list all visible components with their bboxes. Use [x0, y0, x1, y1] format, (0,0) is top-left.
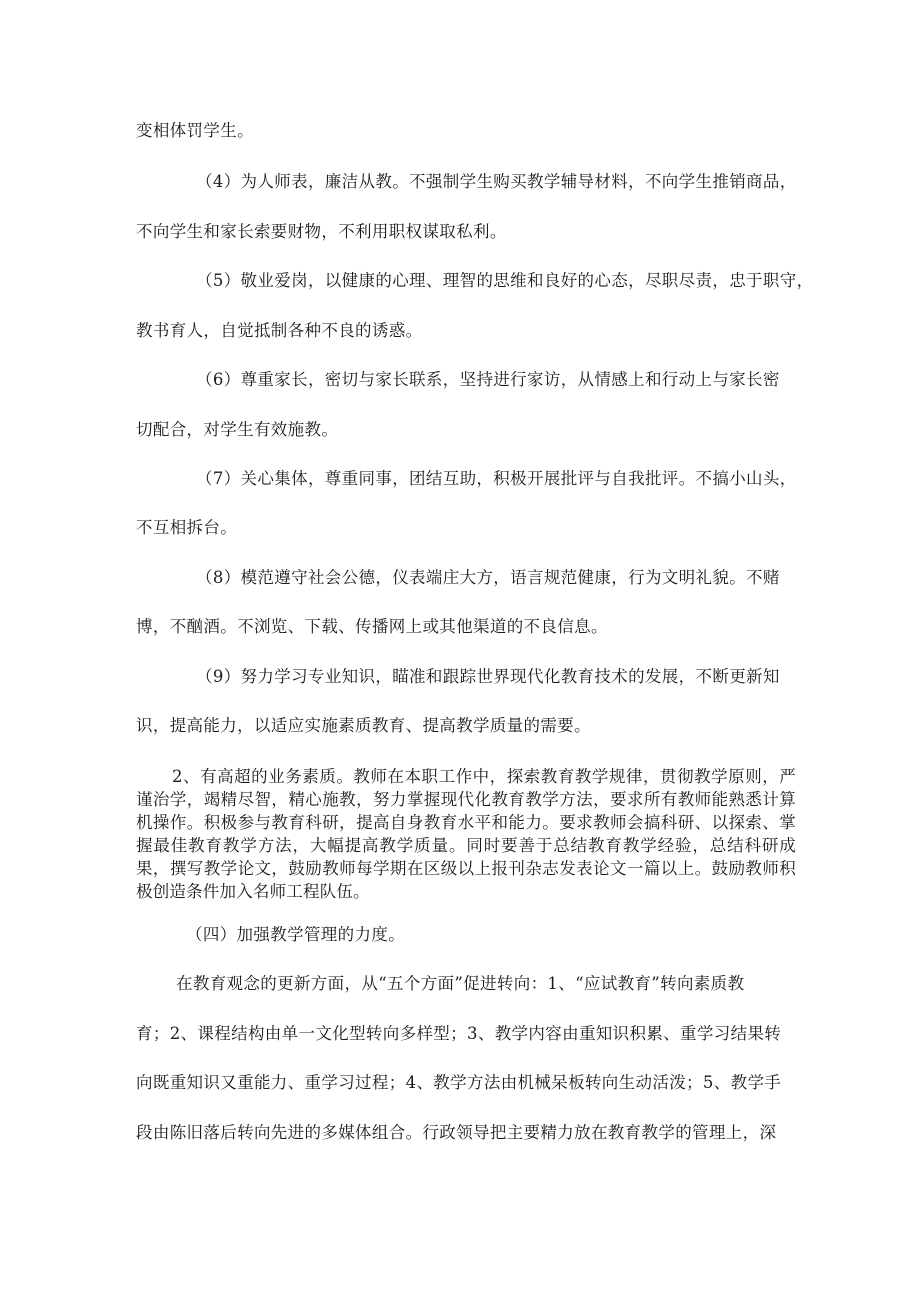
clause-6-line-2: 切配合，对学生有效施教。 [136, 420, 339, 439]
section-heading: （四）加强教学管理的力度。 [186, 925, 406, 944]
clause-6-line-1: （6）尊重家长，密切与家长联系，坚持进行家访，从情感上和行动上与家长密 [196, 370, 780, 389]
paragraph-line: 变相体罚学生。 [136, 121, 254, 140]
closing-line-1: 在教育观念的更新方面，从“五个方面”促进转向：1、“应试教育”转向素质教 [176, 974, 745, 993]
closing-line-3: 向既重知识又重能力、重学习过程；4、教学方法由机械呆板转向生动活泼；5、教学手 [136, 1073, 782, 1092]
clause-9-line-2: 识，提高能力，以适应实施素质教育、提高教学质量的需要。 [136, 716, 591, 735]
closing-line-4: 段由陈旧落后转向先进的多媒体组合。行政领导把主要精力放在教育教学的管理上，深 [136, 1123, 777, 1142]
clause-5-line-2: 教书育人，自觉抵制各种不良的诱惑。 [136, 321, 423, 340]
clause-4-line-2: 不向学生和家长索要财物，不利用职权谋取私利。 [136, 222, 507, 241]
clause-9-line-1: （9）努力学习专业知识，瞄准和跟踪世界现代化教育技术的发展，不断更新知 [196, 667, 780, 686]
closing-line-2: 育；2、课程结构由单一文化型转向多样型；3、教学内容由重知识积累、重学习结果转 [136, 1024, 782, 1043]
clause-8-line-2: 博，不酗酒。不浏览、下载、传播网上或其他渠道的不良信息。 [136, 617, 608, 636]
clause-7-line-2: 不互相拆台。 [136, 518, 238, 537]
clause-5-line-1: （5）敬业爱岗，以健康的心理、理智的思维和良好的心态，尽职尽责，忠于职守， [196, 271, 814, 290]
business-quality-paragraph: 2、有高超的业务素质。教师在本职工作中，探索教育教学规律，贯彻教学原则，严谨治学，竭精尽智，精心施教，努力掌握现代化教育教学方法，要求所有教师能熟悉计算机操作。积极参与教育科研，提高自身教育水平和能力。要求教师会搞科研、以探索、掌握最佳教育教学方法，大幅提高教学质量。同时要善于总结教育教学经验，总结科研成果，撰写教学论文，鼓励教师每学期在区级以上报刊杂志发表论文一篇以上。鼓励教师积极创造条件加入名师工程队伍。 [136, 767, 796, 901]
clause-7-line-1: （7）关心集体，尊重同事，团结互助，积极开展批评与自我批评。不搞小山头， [196, 469, 797, 488]
clause-8-line-1: （8）模范遵守社会公德，仪表端庄大方，语言规范健康，行为文明礼貌。不赌 [196, 568, 780, 587]
clause-4-line-1: （4）为人师表，廉洁从教。不强制学生购买教学辅导材料，不向学生推销商品， [196, 172, 797, 191]
